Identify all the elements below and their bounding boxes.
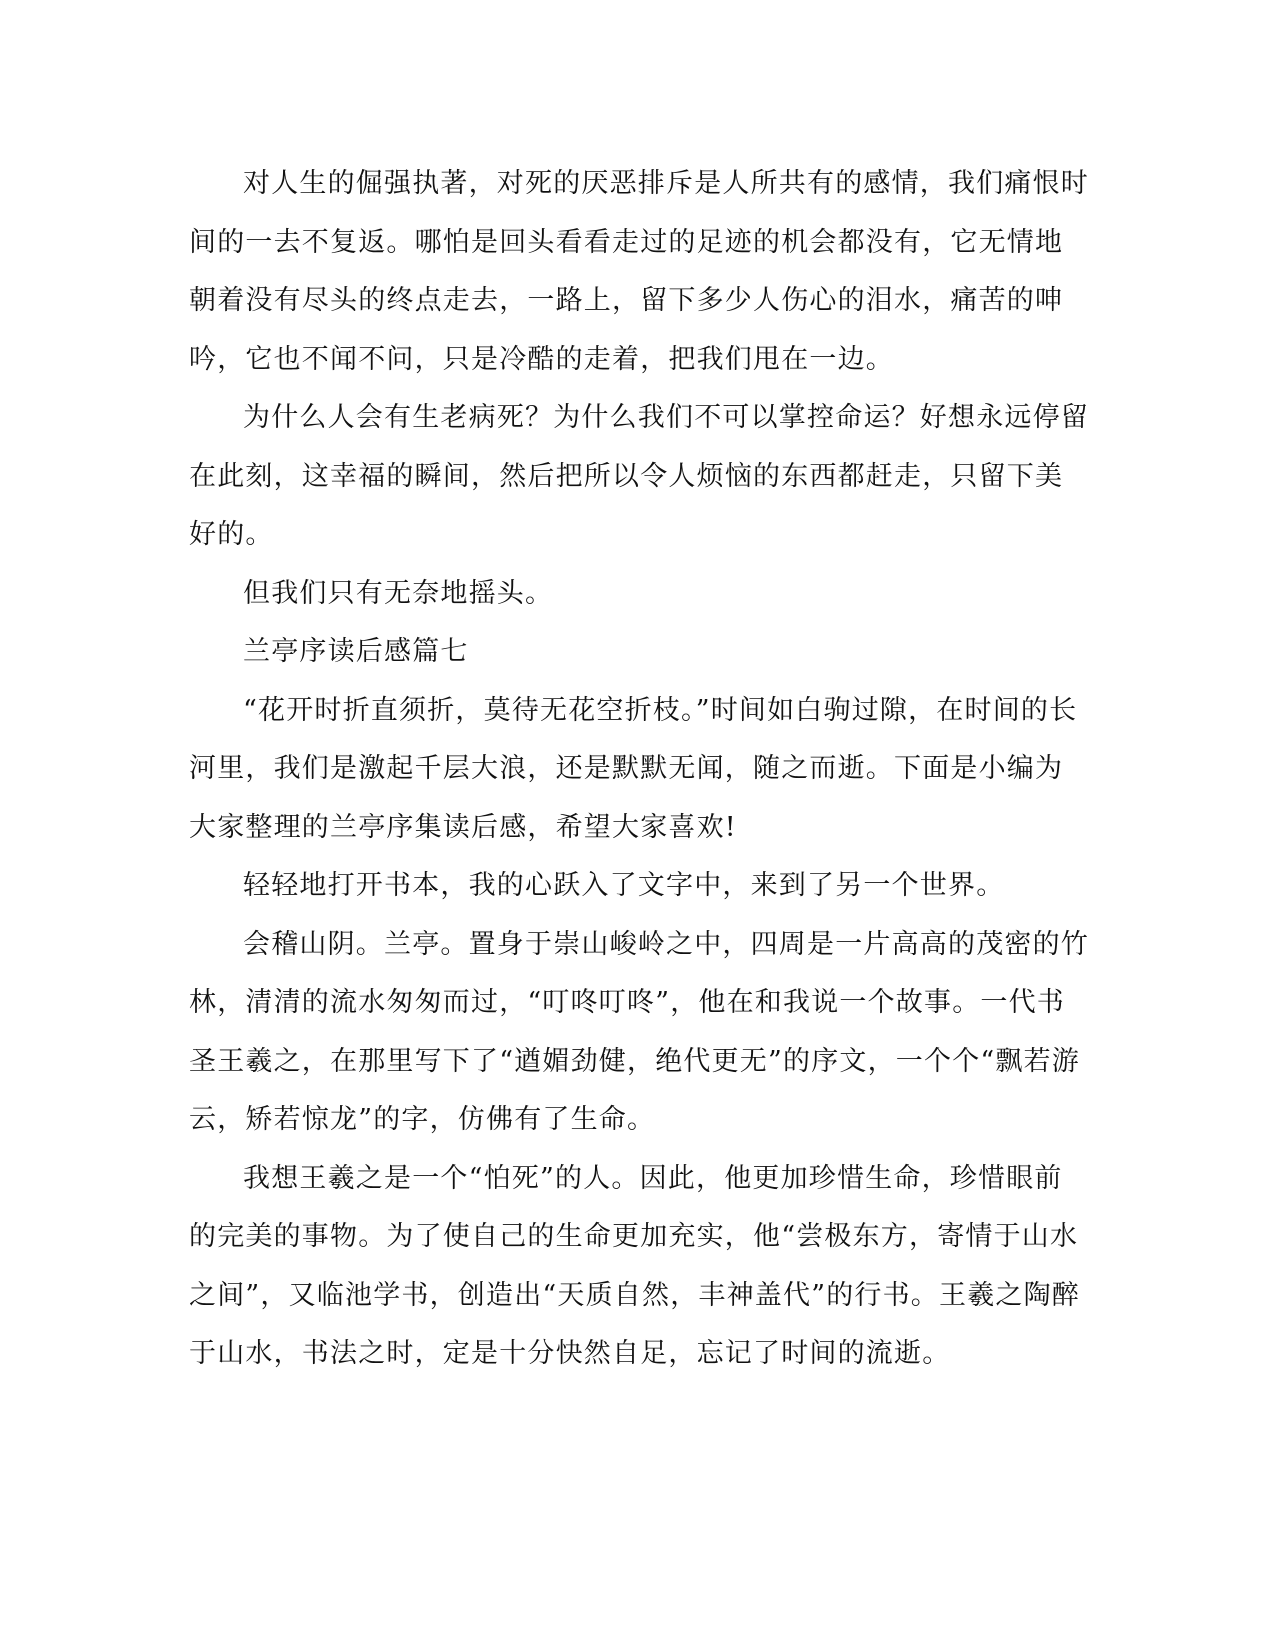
document-body: [189, 155, 1089, 1384]
paragraph-2: 为什么人会有生老病死？为什么我们不可以掌控命运？好想永远停留在此刻，这幸福的瞬间，然后把所以令人烦恼的东西都赶走，只留下美好的。: [189, 402, 1089, 550]
paragraph-5: 轻轻地打开书本，我的心跃入了文字中，来到了另一个世界。: [243, 870, 1005, 901]
paragraph-3: 但我们只有无奈地摇头。: [243, 577, 554, 609]
section-heading: 兰亭序读后感篇七: [243, 636, 469, 667]
paragraph-1: 对人生的倔强执著，对死的厌恶排斥是人所共有的感情，我们痛恨时间的一去不复返。哪怕是回头看看走过的足迹的机会都没有，它无情地朝着没有尽头的终点走去，一路上，留下多少人伤心的泪水，痛苦的呻吟，它也不闻不问，只是冷酷的走着，把我们甩在一边。: [189, 168, 1089, 375]
paragraph-6: 会稽山阴。兰亭。置身于崇山峻岭之中，四周是一片高高的茂密的竹林，清清的流水匆匆而过，“叮咚叮咚”，他在和我说一个故事。一代书圣王羲之，在那里写下了“遒媚劲健，绝代更无”的序文，一个个“飘若游云，矫若惊龙”的字，仿佛有了生命。: [189, 928, 1089, 1135]
paragraph-7: 我想王羲之是一个“怕死”的人。因此，他更加珍惜生命，珍惜眼前的完美的事物。为了使自己的生命更加充实，他“尝极东方，寄情于山水之间”，又临池学书，创造出“天质自然，丰神盖代”的行书。王羲之陶醉于山水，书法之时，定是十分快然自足，忘记了时间的流逝。: [189, 1162, 1081, 1369]
paragraph-4: “花开时折直须折，莫待无花空折枝。”时间如白驹过隙，在时间的长河里，我们是激起千层大浪，还是默默无闻，随之而逝。下面是小编为大家整理的兰亭序集读后感，希望大家喜欢!: [189, 694, 1078, 843]
